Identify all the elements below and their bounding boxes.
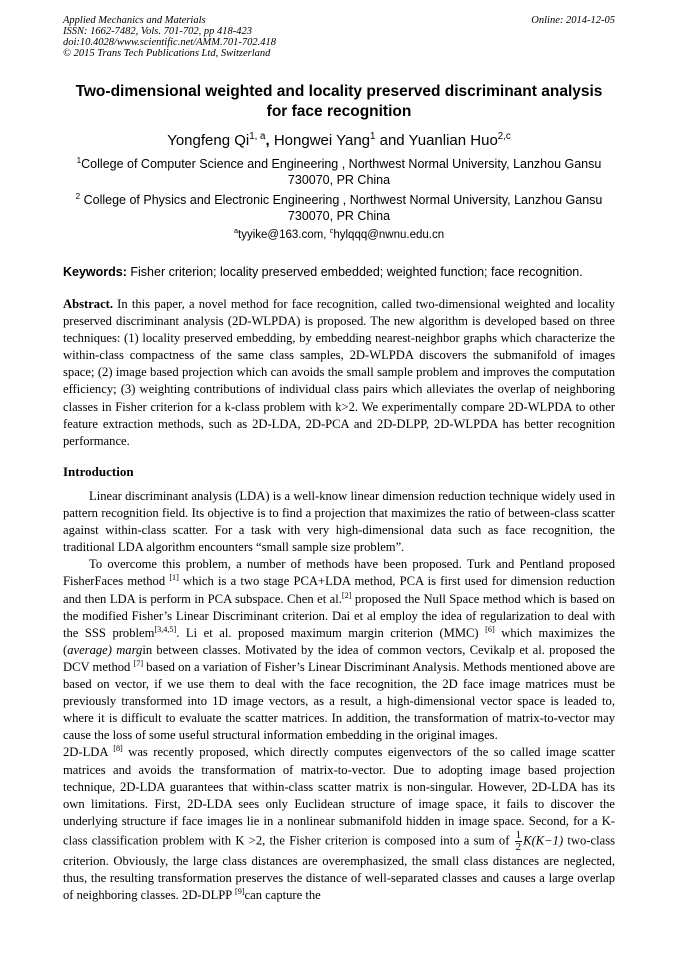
author-2-sup: 1 <box>370 131 376 142</box>
p2-text-b: which is a two stage PCA+LDA method, PCA is first used for dimension reduction and then LDA is perform in PCA subspace. Chen et al. <box>63 574 615 606</box>
abstract-text: In this paper, a novel method for face recognition, called two-dimensional weighted and locality preserved discriminant analysis (2D-WLPDA) is proposed. The new algorithm is developed based on three techniques: (1) locality preserved embedding, by embedding nearest-neighbor graphs which characterize the within-class compactness of the same class samples, 2D-WLPDA discovers the submanifold of images space; (2) image based projection which can avoids the small sample problem and improves the computation efficiency; (3) weighting contributions of individual class pairs which alleviates the overlap of neighboring classes in Fisher criterion for a k-class problem with k>2. We experimentally compare 2D-WLPDA to other feature extraction methods, such as 2D-LDA, 2D-PCA and 2D-DLPP, 2D-WLPDA has better recognition performance. <box>63 297 615 448</box>
p3-text-b: was recently proposed, which directly computes eigenvectors of the so called image scatter matrices and avoids the transformation of matrix-to-vector. Due to adopting image based projection technique, 2D-LDA guarantees that within-class scatter matrix is non-singular. However, 2D-LDA has its own limitations. First, 2D-LDA sees only Euclidean structure of image space, it fails to discover the underlying structure if face images lie in a nonlinear submanifold hidden in image space. Second, for a K-class classification problem with K >2, the Fisher criterion is composed into a sum of <box>63 745 616 848</box>
affiliation-2 <box>50 192 628 224</box>
abstract-label: Abstract. <box>63 297 114 311</box>
p2-italic: average) marg <box>67 642 143 657</box>
intro-paragraph-1: Linear discriminant analysis (LDA) is a well-know linear dimension reduction technique widely used in pattern recognition field. Its objective is to find a projection that maximizes the ratio of between-class scatter against within-class scatter. For a task with very high-dimensional data such as face recognition, the traditional LDA algorithm encounters “small sample size problem”. <box>63 489 615 555</box>
title-line-1: Two-dimensional weighted and locality preserved discriminant analysis <box>75 83 603 100</box>
p2-text-g: based on a variation of Fisher’s Linear Discriminant Analysis. Methods mentioned above are based on vector, if we use them to deal with the face recognition, the 2D face image matrices must be previously transformed into 1D image vectors, as a result, a high-dimensional vector space is leaded to, where it is difficult to evaluate the scatter matrices. In addition, the transformation of matrix-to-vector may cause the loss of some useful structural information embedding in the original images. <box>63 659 615 743</box>
affiliation-2-sup: 2 <box>75 191 81 201</box>
intro-paragraph-2 <box>63 556 615 744</box>
p2-text-d: . Li et al. proposed maximum margin criterion (MMC) <box>176 625 486 640</box>
p3-text-a: 2D-LDA <box>63 745 114 760</box>
formula-k: K(K−1) <box>523 833 564 848</box>
citation-1[interactable]: [1] <box>169 573 179 583</box>
journal-header <box>63 15 615 59</box>
citation-9[interactable]: [9] <box>234 886 245 896</box>
p3-text-c: two-class criterion. Obviously, the large class distances are overemphasized, the small class distances are neglected, thus, the resulting transformation preserves the distance of well-separated classes and causes a large overlap of neighboring classes. 2D-DLPP <box>63 833 615 903</box>
keywords-text: Fisher criterion; locality preserved embedded; weighted function; face recognition. <box>126 265 583 279</box>
email-a[interactable]: tyyike@163.com, <box>238 229 330 241</box>
online-date: Online: 2014-12-05 <box>531 15 615 26</box>
affiliation-1-line-1: College of Computer Science and Engineering , Northwest Normal University, Lanzhou Gansu <box>81 157 602 171</box>
email-c-sup: c <box>329 226 334 236</box>
paper-title <box>50 82 628 122</box>
author-3: Yuanlian Huo <box>408 132 498 149</box>
author-list: Yongfeng Qi$^{1, a}$, Hongwei Yang$^1$ and Yuanlian Huo$^{2,c}$ <box>167 131 511 149</box>
doi-line: doi:10.4028/www.scientific.net/AMM.701-702.418 <box>63 37 276 48</box>
author-2: Hongwei Yang <box>273 132 371 149</box>
author-and: and <box>375 132 409 149</box>
author-1-sup: 1, a <box>249 131 266 142</box>
author-1: Yongfeng Qi <box>167 132 250 149</box>
affiliation-2-line-2: 730070, PR China <box>287 209 391 223</box>
abstract <box>63 296 615 450</box>
p2-text-e: which maximizes the ( <box>63 625 615 657</box>
affiliation-1-line-2: 730070, PR China <box>287 173 391 187</box>
fraction-half <box>515 830 523 853</box>
p3-text-d: can capture the <box>244 888 321 903</box>
copyright-line: © 2015 Trans Tech Publications Ltd, Switzerland <box>63 48 271 59</box>
title-line-2: for face recognition <box>266 103 412 120</box>
affiliation-2-line-1: College of Physics and Electronic Engineering , Northwest Normal University, Lanzhou Gansu <box>80 193 603 207</box>
keywords-label: Keywords: <box>63 265 127 279</box>
affiliation-1 <box>50 156 628 188</box>
affiliation-1-sup: 1 <box>76 155 82 165</box>
p2-text-f: in between classes. Motivated by the idea of common vectors, Cevikalp et al. proposed the DCV method <box>63 642 615 674</box>
author-3-sup: 2,c <box>497 131 511 142</box>
intro-paragraph-3 <box>63 744 615 904</box>
email-a-sup: a <box>233 226 239 236</box>
issn-line: ISSN: 1662-7482, Vols. 701-702, pp 418-423 <box>63 26 252 37</box>
p2-text-c: proposed the Null Space method which is based on the modified Fisher’s Linear Discriminant criterion. Dai et al employ the idea of regularization to deal with the SSS problem <box>63 591 615 640</box>
introduction-body <box>63 488 615 904</box>
keywords <box>63 264 623 280</box>
fraction-denominator: 2 <box>515 840 522 853</box>
citation-3-5[interactable]: [3,4,5] <box>154 624 177 634</box>
email-line <box>50 228 628 243</box>
journal-name: Applied Mechanics and Materials <box>63 15 206 26</box>
citation-6[interactable]: [6] <box>485 624 495 634</box>
email-c[interactable]: hylqqq@nwnu.edu.cn <box>333 229 445 241</box>
citation-8[interactable]: [8] <box>113 744 123 754</box>
fraction-numerator: 1 <box>515 828 522 841</box>
citation-7[interactable]: [7] <box>133 658 144 668</box>
p2-text-a: To overcome this problem, a number of methods have been proposed. Turk and Pentland proposed FisherFaces method <box>63 557 615 589</box>
introduction-heading: Introduction <box>63 464 134 479</box>
citation-2[interactable]: [2] <box>341 590 352 600</box>
